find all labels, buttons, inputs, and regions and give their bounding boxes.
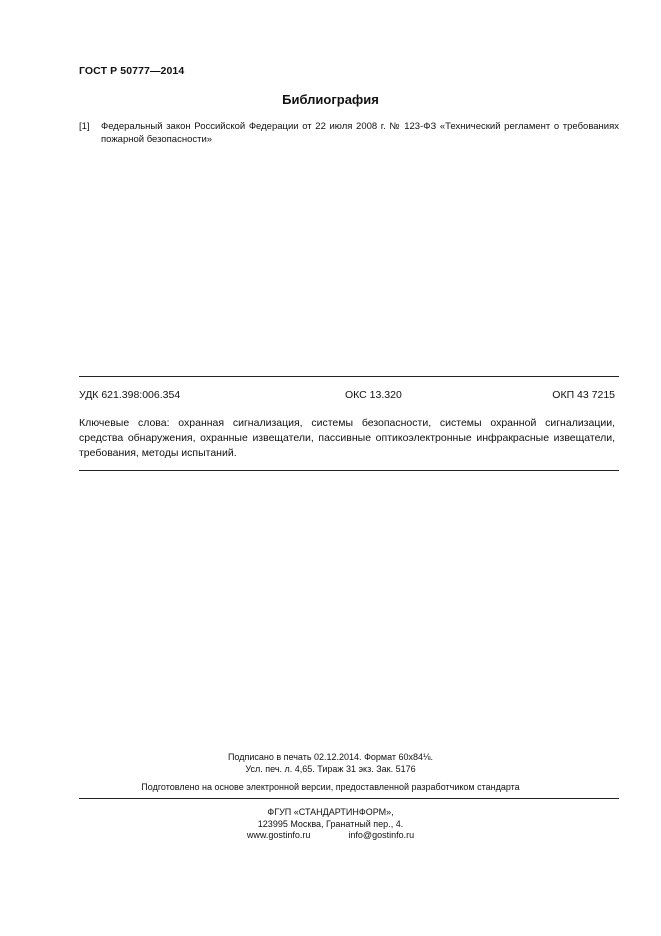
keywords-paragraph: Ключевые слова: охранная сигнализация, системы безопасности, системы охранной сигнализации, средства обнаружения, охранные извещатели, пассивные оптикоэлектронные инфракрасные извещатели, требования, методы испытаний. xyxy=(79,417,615,459)
website-link[interactable]: www.gostinfo.ru xyxy=(246,830,311,840)
publisher-name: ФГУП «СТАНДАРТИНФОРМ», xyxy=(267,807,394,817)
bibliography-entry-text: Федеральный закон Российской Федерации от 22 июля 2008 г. № 123-ФЗ «Технический регламент о требованиях пожарной безопасности» xyxy=(101,121,619,145)
okp-code: ОКП 43 7215 xyxy=(552,389,615,401)
udk-code: УДК 621.398:006.354 xyxy=(79,389,181,401)
oks-code: ОКС 13.320 xyxy=(345,389,402,401)
contact-row xyxy=(0,830,661,840)
top-divider xyxy=(79,376,619,377)
email-link[interactable]: info@gostinfo.ru xyxy=(348,830,415,840)
print-details-line: Усл. печ. л. 4,65. Тираж 31 экз. Зак. 5176 xyxy=(245,764,416,774)
bibliography-title: Библиография xyxy=(282,92,379,107)
standard-code: ГОСТ Р 50777—2014 xyxy=(79,65,185,77)
bottom-divider xyxy=(79,470,619,471)
prepared-line: Подготовлено на основе электронной версии, предоставленной разработчиком стандарта xyxy=(141,782,520,792)
imprint-divider xyxy=(79,798,619,799)
publisher-address: 123995 Москва, Гранатный пер., 4. xyxy=(257,819,404,829)
signed-line: Подписано в печать 02.12.2014. Формат 60х84⅛. xyxy=(227,752,434,762)
bibliography-entry-number: [1] xyxy=(79,121,90,132)
